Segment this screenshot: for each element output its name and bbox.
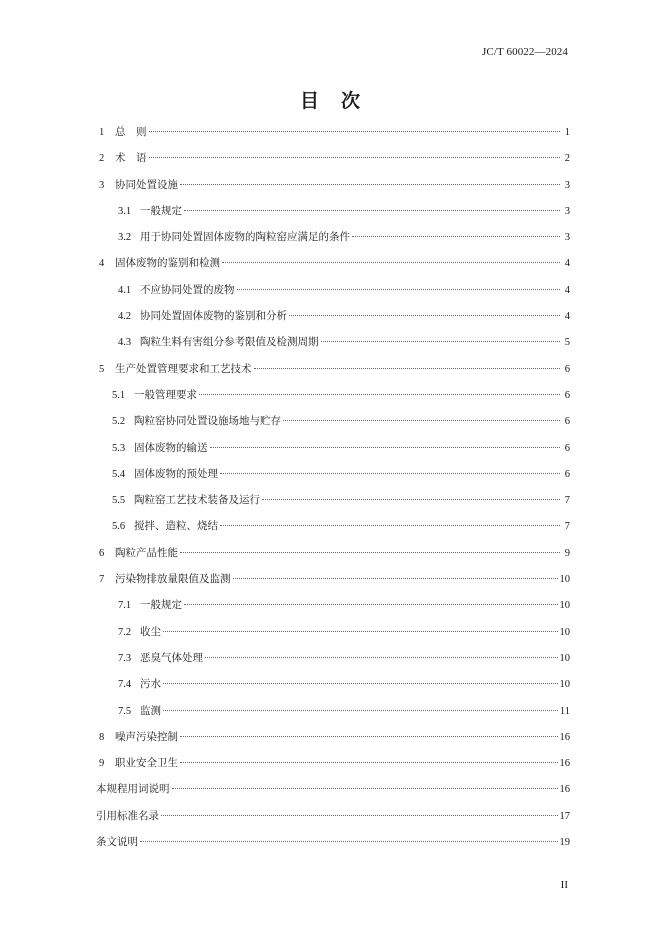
- toc-entry-label: 总 则: [115, 126, 147, 138]
- toc-entry[interactable]: [96, 755, 570, 781]
- toc-entry-number: 5.4: [112, 468, 126, 480]
- toc-entry-page: 6: [564, 468, 570, 480]
- toc-entry-label: 一般规定: [140, 599, 182, 612]
- toc-entry-number: 1: [99, 127, 105, 138]
- toc-entry[interactable]: [96, 361, 570, 387]
- toc-entry-number: 4.2: [118, 311, 132, 323]
- toc-entry-page: 10: [559, 626, 570, 638]
- toc-entry-page: 7: [564, 495, 570, 507]
- toc-entry-label: 不应协同处置的废物: [140, 283, 235, 296]
- toc-entry-page: 6: [564, 442, 570, 454]
- toc-entry-number: 4.1: [118, 284, 132, 296]
- toc-entry[interactable]: [96, 650, 570, 676]
- toc-entry-page: 3: [564, 232, 570, 244]
- toc-dot-leader: [180, 184, 560, 185]
- toc-dot-leader: [172, 788, 558, 789]
- toc-entry-label: 用于协同处置固体废物的陶粒窑应满足的条件: [140, 231, 350, 244]
- toc-entry-label: 收尘: [140, 625, 161, 638]
- toc-entry-page: 1: [564, 127, 570, 138]
- toc-dot-leader: [254, 368, 561, 369]
- toc-entry-number: 2: [99, 153, 105, 165]
- toc-dot-leader: [210, 447, 561, 448]
- toc-entry-page: 6: [564, 363, 570, 375]
- toc-entry-label: 生产处置管理要求和工艺技术: [115, 362, 252, 375]
- toc-dot-leader: [199, 394, 560, 395]
- toc-entry-page: 11: [559, 705, 570, 717]
- toc-dot-leader: [233, 578, 558, 579]
- toc-dot-leader: [283, 420, 560, 421]
- toc-entry[interactable]: [96, 308, 570, 334]
- toc-entry-label: 职业安全卫生: [115, 757, 178, 770]
- toc-entry-label: 噪声污染控制: [115, 730, 178, 743]
- toc-entry[interactable]: [96, 124, 570, 150]
- toc-entry-page: 2: [564, 153, 570, 165]
- page-title: [0, 86, 662, 113]
- standard-code: JC/T 60022—2024: [482, 46, 568, 58]
- toc-entry-number: 3.2: [118, 232, 132, 244]
- toc-entry-page: 10: [559, 600, 570, 612]
- toc-entry[interactable]: [96, 808, 570, 834]
- toc-entry-page: 17: [559, 810, 570, 822]
- toc-entry-label: 固体废物的鉴别和检测: [115, 257, 220, 270]
- toc-dot-leader: [149, 157, 561, 158]
- toc-entry-number: 9: [99, 758, 105, 770]
- toc-entry[interactable]: [96, 624, 570, 650]
- toc-entry-page: 16: [559, 758, 570, 770]
- title-part-1: 目: [299, 90, 321, 112]
- toc-entry[interactable]: [96, 413, 570, 439]
- toc-entry-number: 7.5: [118, 705, 132, 717]
- toc-entry[interactable]: [96, 282, 570, 308]
- toc-entry-page: 19: [559, 837, 570, 849]
- toc-entry-number: 8: [99, 731, 105, 743]
- toc-entry-number: 5.2: [112, 416, 126, 428]
- toc-entry-label: 陶粒产品性能: [115, 546, 178, 559]
- toc-entry-page: 16: [559, 731, 570, 743]
- toc-entry[interactable]: [96, 229, 570, 255]
- toc-entry-label: 污染物排放量限值及监测: [115, 573, 231, 586]
- toc-entry-number: 5.3: [112, 442, 126, 454]
- toc-entry-label: 协同处置固体废物的鉴别和分析: [140, 310, 287, 323]
- title-part-2: 次: [341, 90, 363, 112]
- toc-entry[interactable]: [96, 676, 570, 702]
- toc-dot-leader: [262, 499, 560, 500]
- toc-dot-leader: [180, 736, 558, 737]
- toc-entry-page: 9: [564, 547, 570, 559]
- toc-entry-number: 3: [99, 179, 105, 191]
- page-number: II: [560, 879, 568, 891]
- toc-entry-label: 条文说明: [96, 836, 138, 849]
- toc-entry-page: 6: [564, 389, 570, 401]
- toc-entry[interactable]: [96, 255, 570, 281]
- toc-entry-page: 10: [559, 652, 570, 664]
- toc-entry-label: 引用标准名录: [96, 809, 159, 822]
- toc-entry[interactable]: [96, 492, 570, 518]
- toc-entry-page: 4: [564, 258, 570, 270]
- toc-entry-number: 7.3: [118, 652, 132, 664]
- toc-entry-page: 4: [564, 284, 570, 296]
- toc-entry-page: 7: [564, 521, 570, 533]
- toc-entry[interactable]: [96, 387, 570, 413]
- table-of-contents: [96, 124, 570, 860]
- toc-entry[interactable]: [96, 571, 570, 597]
- toc-dot-leader: [237, 289, 561, 290]
- toc-entry[interactable]: [96, 781, 570, 807]
- toc-dot-leader: [163, 710, 558, 711]
- toc-dot-leader: [184, 210, 560, 211]
- toc-entry-number: 3.1: [118, 205, 132, 217]
- toc-entry-number: 7: [99, 574, 105, 586]
- toc-dot-leader: [184, 604, 558, 605]
- toc-entry-page: 16: [559, 784, 570, 796]
- toc-entry-number: 5.1: [112, 389, 126, 401]
- toc-entry-page: 10: [559, 574, 570, 586]
- toc-entry[interactable]: [96, 545, 570, 571]
- toc-entry[interactable]: [96, 703, 570, 729]
- toc-dot-leader: [140, 841, 558, 842]
- toc-entry-label: 陶粒生料有害组分参考限值及检测周期: [140, 336, 319, 349]
- toc-entry-number: 5: [99, 363, 105, 375]
- toc-entry-page: 10: [559, 679, 570, 691]
- toc-dot-leader: [161, 815, 558, 816]
- toc-entry-number: 7.1: [118, 600, 132, 612]
- toc-dot-leader: [180, 552, 560, 553]
- toc-entry-label: 陶粒窑工艺技术装备及运行: [134, 494, 260, 507]
- toc-entry-label: 协同处置设施: [115, 178, 178, 191]
- toc-entry-number: 6: [99, 547, 105, 559]
- toc-entry-label: 术 语: [115, 152, 147, 165]
- toc-entry-number: 7.2: [118, 626, 132, 638]
- toc-dot-leader: [321, 341, 561, 342]
- toc-entry[interactable]: [96, 729, 570, 755]
- toc-dot-leader: [220, 473, 560, 474]
- toc-entry[interactable]: [96, 440, 570, 466]
- toc-dot-leader: [222, 262, 560, 263]
- toc-entry-label: 一般管理要求: [134, 388, 197, 401]
- toc-entry-label: 搅拌、造粒、烧结: [134, 520, 218, 533]
- toc-entry[interactable]: [96, 597, 570, 623]
- toc-entry[interactable]: [96, 466, 570, 492]
- toc-dot-leader: [149, 131, 561, 132]
- toc-dot-leader: [352, 236, 560, 237]
- toc-dot-leader: [180, 762, 558, 763]
- toc-entry-page: 6: [564, 416, 570, 428]
- toc-dot-leader: [163, 683, 558, 684]
- toc-entry-label: 污水: [140, 678, 161, 691]
- toc-dot-leader: [289, 315, 560, 316]
- toc-entry-label: 恶臭气体处理: [140, 651, 203, 664]
- toc-dot-leader: [163, 631, 558, 632]
- toc-entry-page: 3: [564, 179, 570, 191]
- toc-entry-label: 陶粒窑协同处置设施场地与贮存: [134, 415, 281, 428]
- toc-entry-page: 3: [564, 205, 570, 217]
- toc-entry-page: 4: [564, 311, 570, 323]
- toc-entry-page: 5: [564, 337, 570, 349]
- toc-entry-number: 4.3: [118, 337, 132, 349]
- toc-entry[interactable]: [96, 150, 570, 176]
- toc-entry-label: 监测: [140, 704, 161, 717]
- toc-entry[interactable]: [96, 177, 570, 203]
- toc-entry-number: 4: [99, 258, 105, 270]
- toc-dot-leader: [220, 525, 560, 526]
- toc-entry-label: 固体废物的预处理: [134, 467, 218, 480]
- toc-entry-number: 5.5: [112, 495, 126, 507]
- toc-dot-leader: [205, 657, 558, 658]
- toc-entry-label: 本规程用词说明: [96, 783, 170, 796]
- toc-entry[interactable]: [96, 334, 570, 360]
- toc-entry-label: 一般规定: [140, 204, 182, 217]
- toc-entry[interactable]: [96, 203, 570, 229]
- toc-entry[interactable]: [96, 834, 570, 860]
- toc-entry[interactable]: [96, 518, 570, 544]
- toc-entry-number: 7.4: [118, 679, 132, 691]
- toc-entry-number: 5.6: [112, 521, 126, 533]
- toc-entry-label: 固体废物的输送: [134, 441, 208, 454]
